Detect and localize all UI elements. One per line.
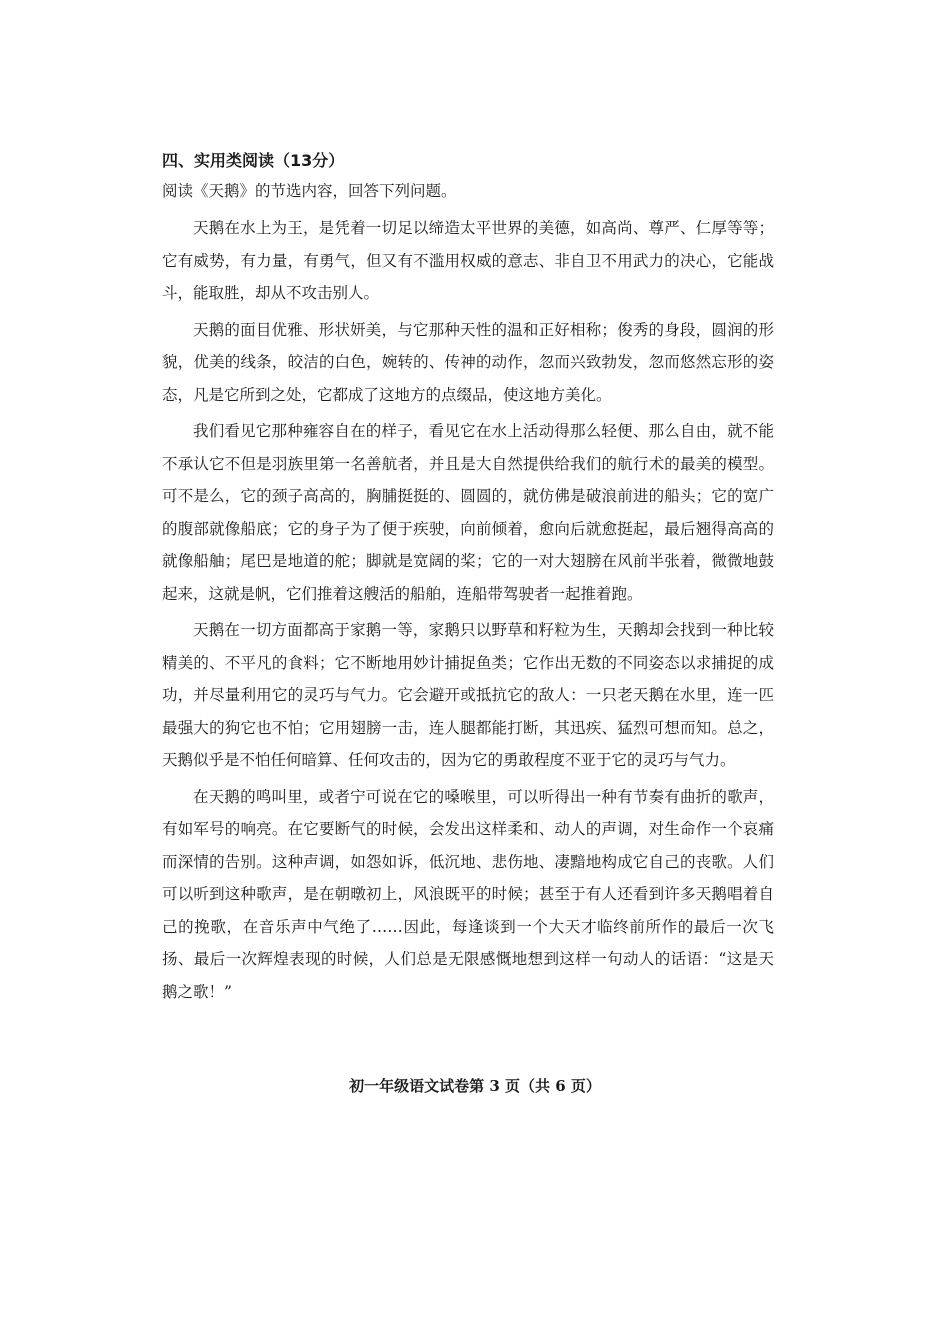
paragraph-1: 天鹅在水上为王，是凭着一切足以缔造太平世界的美德，如高尚、尊严、仁厚等等；它有威势，有力量，有勇气，但又有不滥用权威的意志、非自卫不用武力的决心，它能战斗，能取胜，却从不攻击别人。 (162, 219, 774, 302)
paragraph-2: 天鹅的面目优雅、形状妍美，与它那种天性的温和正好相称；俊秀的身段，圆润的形貌，优美的线条，皎洁的白色，婉转的、传神的动作，忽而兴致勃发，忽而悠然忘形的姿态，凡是它所到之处，它都成了这地方的点缀品，使这地方美化。 (162, 320, 774, 404)
page-footer: 初一年级语文试卷第 3 页（共 6 页） (349, 1077, 601, 1095)
section-heading: 四、实用类阅读（13分） (162, 151, 345, 170)
reading-section (162, 148, 774, 1012)
paragraph-3: 我们看见它那种雍容自在的样子，看见它在水上活动得那么轻便、那么自由，就不能不承认它不但是羽族里第一名善航者，并且是大自然提供给我们的航行术的最美的模型。可不是么，它的颈子高高的，胸脯挺挺的、圆圆的，就仿佛是破浪前进的船头；它的宽广的腹部就像船底；它的身子为了便于疾驶，向前倾着，愈向后就愈挺起，最后翘得高高的就像船舳；尾巴是地道的舵；脚就是宽阔的桨；它的一对大翅膀在风前半张着，微微地鼓起来，这就是帆，它们推着这艘活的船舶，连船带驾驶者一起推着跑。 (162, 422, 774, 603)
section-instruction: 阅读《天鹅》的节选内容，回答下列问题。 (162, 182, 457, 200)
paragraph-4: 天鹅在一切方面都高于家鹅一等，家鹅只以野草和籽粒为生，天鹅却会找到一种比较精美的、不平凡的食料；它不断地用妙计捕捉鱼类；它作出无数的不同姿态以求捕捉的成功，并尽量利用它的灵巧与气力。它会避开或抵抗它的敌人：一只老天鹅在水里，连一匹最强大的狗它也不怕；它用翅膀一击，连人腿都能打断，其迅疾、猛烈可想而知。总之，天鹅似乎是不怕任何暗算、任何攻击的，因为它的勇敢程度不亚于它的灵巧与气力。 (162, 621, 774, 769)
paragraph-5: 在天鹅的鸣叫里，或者宁可说在它的嗓喉里，可以听得出一种有节奏有曲折的歌声，有如军号的响亮。在它要断气的时候，会发出这样柔和、动人的声调，对生命作一个哀痛而深情的告别。这种声调，如怨如诉，低沉地、悲伤地、凄黯地构成它自己的丧歌。人们可以听到这种歌声，是在朝暾初上，风浪既平的时候；甚至于有人还看到许多天鹅唱着自己的挽歌，在音乐声中气绝了……因此，每逢谈到一个大天才临终前所作的最后一次飞扬、最后一次辉煌表现的时候，人们总是无限感慨地想到这样一句动人的话语：“这是天鹅之歌！” (162, 787, 774, 1001)
